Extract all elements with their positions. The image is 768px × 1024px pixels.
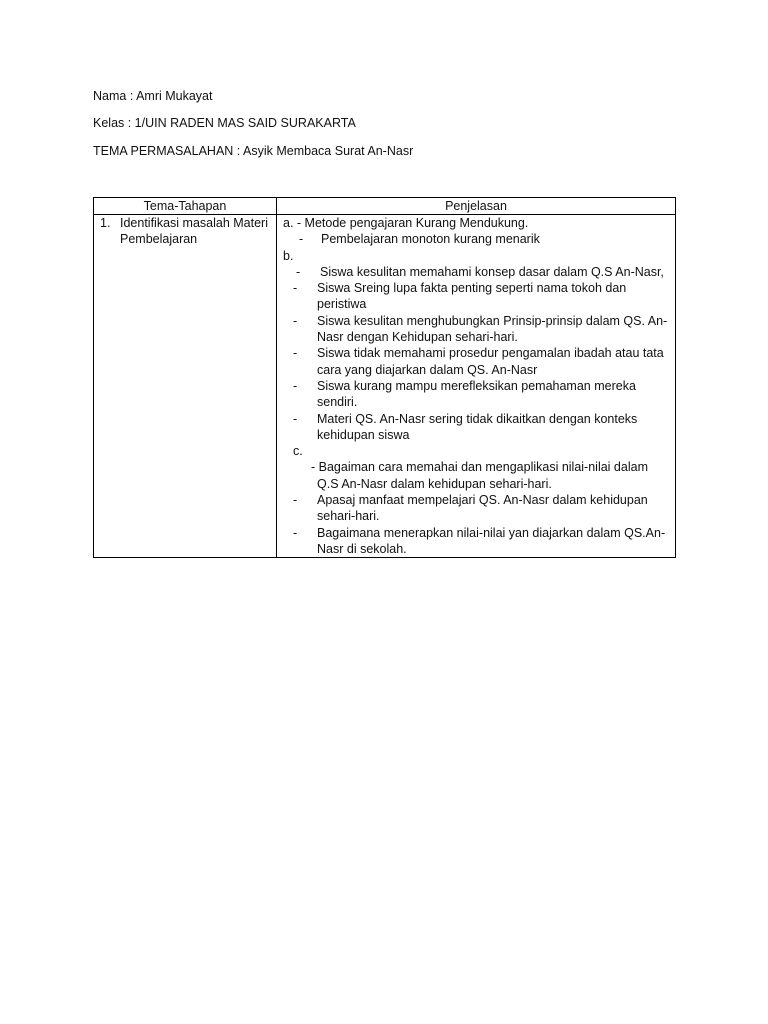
list-item: [283, 378, 669, 411]
student-class: Kelas : 1/UIN RADEN MAS SAID SURAKARTA: [93, 116, 356, 130]
list-item: [283, 313, 669, 346]
table-row: [94, 215, 676, 558]
row-number: 1.: [100, 216, 111, 230]
bullet-dash: -: [299, 232, 304, 247]
stage-text: Identifikasi masalah Materi Pembelajaran: [120, 216, 268, 246]
table-header-row: [94, 198, 676, 215]
list-item: [283, 411, 669, 444]
column-header-stage: Tema-Tahapan: [94, 198, 277, 215]
list-item: [283, 345, 669, 378]
student-name: Nama : Amri Mukayat: [93, 89, 213, 103]
section-a-label: a. - Metode pengajaran Kurang Mendukung.: [283, 216, 529, 230]
list-item-text: Apasaj manfaat mempelajari QS. An-Nasr dalam kehidupan sehari-hari.: [317, 493, 648, 524]
list-item-text: Siswa tidak memahami prosedur pengamalan ibadah atau tata cara yang diajarkan dalam QS. An-Nasr: [317, 346, 664, 377]
bullet-dash: -: [293, 493, 298, 508]
bullet-dash: -: [293, 378, 298, 393]
list-item-text: - Bagaiman cara memahai dan mengaplikasi nilai-nilai dalam: [311, 460, 648, 475]
explanation-cell: [277, 215, 676, 558]
list-item: [283, 264, 669, 280]
section-b-label: b.: [283, 248, 294, 263]
list-item-text: Bagaimana menerapkan nilai-nilai yan diajarkan dalam QS.An-Nasr di sekolah.: [317, 525, 666, 556]
stage-cell: [94, 215, 277, 558]
bullet-dash: -: [293, 525, 298, 540]
list-item: [283, 525, 669, 558]
problem-theme: TEMA PERMASALAHAN : Asyik Membaca Surat An-Nasr: [93, 144, 414, 158]
list-item-text: Materi QS. An-Nasr sering tidak dikaitkan dengan konteks kehidupan siswa: [317, 411, 638, 442]
bullet-dash: -: [296, 264, 301, 279]
analysis-table: [93, 197, 676, 558]
column-header-explanation: Penjelasan: [277, 198, 676, 215]
list-item-text: Siswa kesulitan menghubungkan Prinsip-prinsip dalam QS. An-Nasr dengan Kehidupan sehari-hari.: [317, 313, 668, 345]
list-item: [283, 492, 669, 525]
list-item: [283, 231, 669, 247]
list-item-text: Siswa Sreing lupa fakta penting seperti nama tokoh dan peristiwa: [317, 281, 627, 312]
list-item-text: Siswa kesulitan memahami konsep dasar dalam Q.S An-Nasr,: [320, 264, 664, 279]
bullet-dash: -: [293, 411, 298, 426]
section-c-label: c.: [293, 444, 303, 459]
bullet-dash: -: [293, 346, 298, 361]
list-item-text: Siswa kurang mampu merefleksikan pemahaman mereka sendiri.: [317, 378, 636, 410]
list-item-text: Pembelajaran monoton kurang menarik: [321, 232, 540, 247]
bullet-dash: -: [293, 313, 298, 328]
bullet-dash: -: [293, 281, 298, 296]
list-item-text: Q.S An-Nasr dalam kehidupan sehari-hari.: [317, 476, 552, 491]
list-item: [283, 280, 669, 313]
